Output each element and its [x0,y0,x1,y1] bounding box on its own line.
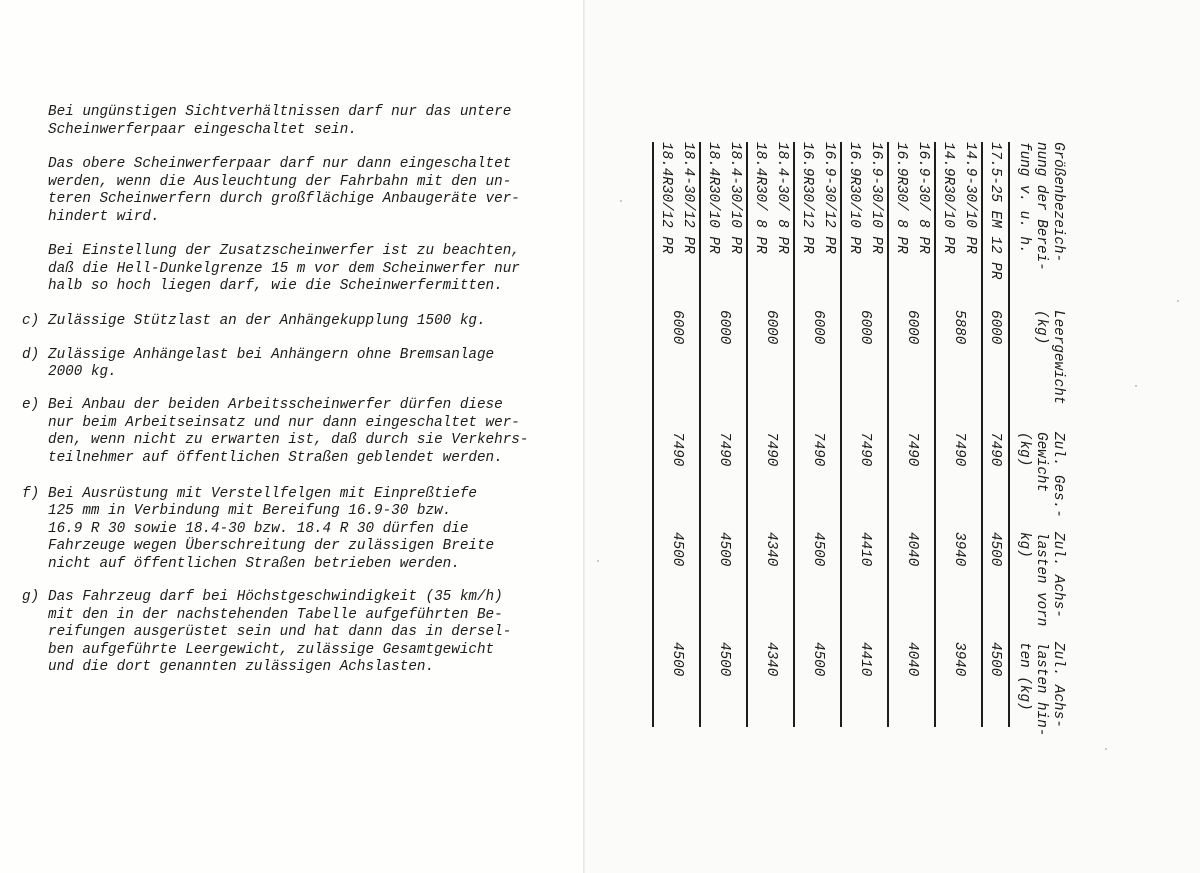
paragraph-line: 16.9 R 30 sowie 18.4-30 bzw. 18.4 R 30 dürfen die [48,521,469,537]
paragraph-line: 125 mm in Verbindung mit Bereifung 16.9-30 bzw. [48,503,452,519]
value-cell-vorn: 4040 [904,532,920,567]
paragraph-line: Zulässige Anhängelast bei Anhängern ohne Bremsanlage [48,347,495,363]
paragraph-line: und die dort genannten zulässigen Achslasten. [48,659,435,675]
tire-size-cell: 16.9-30/12 PR [821,142,837,254]
paragraph-marker: e) [22,397,40,413]
left-page [0,0,583,873]
paragraph-line: Bei Anbau der beiden Arbeitsscheinwerfer dürfen diese [48,397,503,413]
paragraph-line: teren Scheinwerfern durch großflächige Anbaugeräte ver- [48,191,520,207]
table-group-rule [887,142,889,727]
value-cell-gesamtgewicht: 7490 [810,432,826,467]
table-group-rule [699,142,701,727]
paragraph-line: Scheinwerferpaar eingeschaltet sein. [48,122,357,138]
value-cell-gesamtgewicht: 7490 [763,432,779,467]
paragraph-line: mit den in der nachstehenden Tabelle aufgeführten Be- [48,607,503,623]
paragraph-line: Das obere Scheinwerferpaar darf nur dann eingeschaltet [48,156,512,172]
tire-size-cell: 14.9-30/10 PR [962,142,978,254]
paragraph-line: daß die Hell-Dunkelgrenze 15 m vor dem Scheinwerfer nur [48,261,520,277]
tire-size-cell: 18.4-30/12 PR [680,142,696,254]
value-cell-leergewicht: 6000 [987,310,1003,345]
paragraph-line: ben aufgeführte Leergewicht, zulässige Gesamtgewicht [48,642,495,658]
tire-size-cell: 18.4-30/10 PR [727,142,743,254]
paragraph-line: 2000 kg. [48,364,117,380]
value-cell-leergewicht: 6000 [904,310,920,345]
table-header-cell: Zul. Ges.- [1050,432,1066,518]
value-cell-gesamtgewicht: 7490 [951,432,967,467]
tire-size-cell: 16.9R30/12 PR [799,142,815,254]
paragraph-line: teilnehmer auf öffentlichen Straßen geblendet werden. [48,450,503,466]
table-header-cell: Zul. Achs- [1050,642,1066,728]
value-cell-vorn: 4500 [987,532,1003,567]
paragraph-line: werden, wenn die Ausleuchtung der Fahrbahn mit den un- [48,174,512,190]
value-cell-vorn: 4340 [763,532,779,567]
tire-weight-table [658,142,1068,737]
value-cell-gesamtgewicht: 7490 [857,432,873,467]
value-cell-vorn: 4500 [716,532,732,567]
value-cell-hinten: 4500 [987,642,1003,677]
paragraph-line: Bei ungünstigen Sichtverhältnissen darf nur das untere [48,104,512,120]
table-group-rule [652,142,654,727]
paragraph-line: reifungen ausgerüstet sein und hat dann das in dersel- [48,624,512,640]
value-cell-hinten: 4500 [810,642,826,677]
table-header-cell: Zul. Achs- [1050,532,1066,618]
value-cell-hinten: 4040 [904,642,920,677]
paragraph-marker: d) [22,347,40,363]
value-cell-hinten: 4410 [857,642,873,677]
value-cell-hinten: 4500 [669,642,685,677]
paragraph-line: nicht auf öffentlichen Straßen betrieben werden. [48,556,460,572]
value-cell-vorn: 4500 [810,532,826,567]
tire-size-cell: 18.4R30/12 PR [658,142,674,254]
value-cell-gesamtgewicht: 7490 [669,432,685,467]
value-cell-gesamtgewicht: 7490 [987,432,1003,467]
paragraph-line: Bei Ausrüstung mit Verstellfelgen mit Einpreßtiefe [48,486,477,502]
table-group-rule [793,142,795,727]
value-cell-hinten: 3940 [951,642,967,677]
table-header-cell: ten (kg) [1016,642,1032,711]
value-cell-gesamtgewicht: 7490 [716,432,732,467]
value-cell-vorn: 4410 [857,532,873,567]
paragraph-line: Das Fahrzeug darf bei Höchstgeschwindigkeit (35 km/h) [48,589,503,605]
table-group-rule [746,142,748,727]
tire-size-cell: 17.5-25 EM 12 PR [987,142,1003,280]
tire-size-cell: 14.9R30/10 PR [940,142,956,254]
value-cell-gesamtgewicht: 7490 [904,432,920,467]
table-group-rule [840,142,842,727]
table-header-cell: fung v. u. h. [1016,142,1032,254]
paragraph-line: den, wenn nicht zu erwarten ist, daß durch sie Verkehrs- [48,432,529,448]
tire-size-cell: 18.4R30/ 8 PR [752,142,768,254]
value-cell-vorn: 4500 [669,532,685,567]
table-header-cell: lasten vorn [1033,532,1049,627]
paragraph-marker: g) [22,589,40,605]
value-cell-vorn: 3940 [951,532,967,567]
tire-size-cell: 16.9-30/10 PR [868,142,884,254]
value-cell-hinten: 4340 [763,642,779,677]
table-header-cell: (kg) [1016,432,1032,467]
table-header-cell: kg) [1016,532,1032,558]
paragraph-line: Zulässige Stützlast an der Anhängekupplung 1500 kg. [48,313,486,329]
value-cell-leergewicht: 5880 [951,310,967,345]
tire-size-cell: 16.9-30/ 8 PR [915,142,931,254]
value-cell-leergewicht: 6000 [716,310,732,345]
value-cell-leergewicht: 6000 [669,310,685,345]
paragraph-marker: f) [22,486,40,502]
paragraph-line: nur beim Arbeitseinsatz und nur dann eingeschaltet wer- [48,415,520,431]
table-header-cell: lasten hin- [1033,642,1049,737]
value-cell-leergewicht: 6000 [763,310,779,345]
tire-size-cell: 18.4-30/ 8 PR [774,142,790,254]
paragraph-line: halb so hoch liegen darf, wie die Scheinwerfermitten. [48,278,503,294]
paragraph-line: hindert wird. [48,209,160,225]
paragraph-line: Bei Einstellung der Zusatzscheinwerfer ist zu beachten, [48,243,520,259]
table-header-cell: Leergewicht [1050,310,1066,405]
paragraph-line: Fahrzeuge wegen Überschreitung der zulässigen Breite [48,538,495,554]
tire-size-cell: 16.9R30/ 8 PR [893,142,909,254]
tire-weight-table-rotated [658,142,1068,737]
value-cell-leergewicht: 6000 [857,310,873,345]
value-cell-leergewicht: 6000 [810,310,826,345]
table-group-rule [934,142,936,727]
table-group-rule [981,142,983,727]
table-header-cell: Gewicht [1033,432,1049,493]
value-cell-hinten: 4500 [716,642,732,677]
paragraph-marker: c) [22,313,40,329]
tire-size-cell: 18.4R30/10 PR [705,142,721,254]
table-header-cell: nung der Berei- [1033,142,1049,271]
tire-size-cell: 16.9R30/10 PR [846,142,862,254]
table-header-cell: Größenbezeich- [1050,142,1066,263]
table-header-rule [1008,142,1010,727]
table-header-cell: (kg) [1033,310,1049,345]
